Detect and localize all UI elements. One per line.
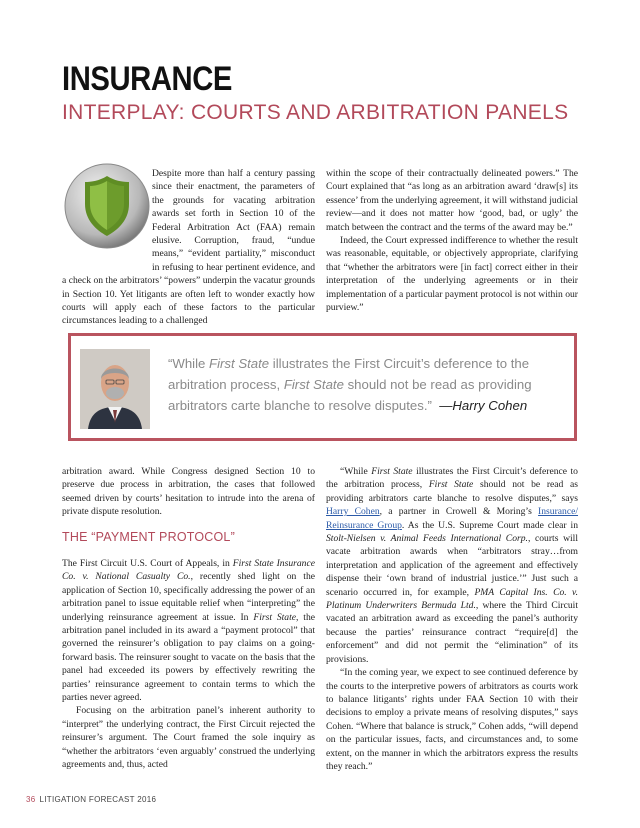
cohen-quote-paragraph: “While First State illustrates the First Circuit’s deference to the arbitration process, First State should not be read as providing arbitrators carte blanche to resolve disputes,” says Harry Cohen, a partner in Crowell & Moring’s Insurance/ Reinsurance Group. As the U.S. Supreme Court made clear in Stolt-Nielsen v. Animal Feeds International Corp., courts will vacate arbitration awards when “arbitrators stray…from interpretation and application of the agreement and effectively dispense their ‘own brand of industrial justice.’” Just such a scenario occurred in, for example, PMA Capital Ins. Co. v. Platinum Underwriters Bermuda Ltd., where the Third Circuit vacated an arbitration award as exceeding the panel’s authority because the parties’ reinsurance contract “require[d] the enforcement” and did not permit the “elimination” of its provisions. — [326, 466, 579, 665]
page-footer — [26, 795, 156, 804]
subhead-payment-protocol: THE “PAYMENT PROTOCOL” — [62, 530, 235, 544]
first-circuit-paragraph: The First Circuit U.S. Court of Appeals, in First State Insurance Co. v. National Casualty Co., recently shed light on the application of Section 10, specifically addressing the power of an arbitration panel to issue equitable relief when “interpreting” the underlying reinsurance agreement at issue. In First State, the arbitration panel included in its award a “payment protocol” that governed the reinsurer’s obligation to pay claims on a going-forward basis. The reinsurer sought to vacate on the basis that the panel had exceeded its powers by effectively rewriting the parties’ reinsurance agreement to contain terms to which the parties never agreed. — [62, 558, 316, 704]
section-label: INSURANCE — [62, 60, 232, 98]
author-portrait — [80, 349, 150, 429]
congress-paragraph: arbitration award. While Congress designed Section 10 to preserve due process in arbitration, the cases that followed seemed driven by courts’ hesitation to intrude into the arena of private dispute resolution. — [62, 466, 315, 518]
pull-quote-text: “While First State illustrates the First Circuit’s deference to the arbitration process, First State should not be read as providing arbitrators carte blanche to resolve disputes.” —Harry Cohen — [168, 356, 532, 413]
bottom-right-column — [326, 465, 578, 773]
bottom-left-column — [62, 465, 315, 519]
top-right-column — [326, 167, 578, 314]
focusing-paragraph: Focusing on the arbitration panel’s inherent authority to “interpret” the underlying contract, the First Circuit rejected the reinsurer’s argument. The Court framed the sole inquiry as “whether the arbitrators ‘even arguably’ construed the underlying agreements and, thus, acted — [62, 705, 315, 771]
page-title: INTERPLAY: COURTS AND ARBITRATION PANELS — [62, 101, 569, 124]
insurance-reinsurance-group-link[interactable]: Insurance/ Reinsurance Group — [326, 506, 579, 531]
indifference-paragraph: Indeed, the Court expressed indifference to whether the result was reasonable, equitable, or objectively appropriate, clarifying that “whether the arbitrators were [in fact] correct either in their interpretation of the underlying agreements or in their implementation of a particular payment protocol is not within our purview.” — [326, 235, 578, 314]
pull-quote-author: —Harry Cohen — [439, 398, 528, 413]
page-number: 36 — [26, 795, 36, 804]
publication-name: LITIGATION FORECAST 2016 — [39, 795, 157, 804]
coming-year-paragraph: “In the coming year, we expect to see continued deference by the courts to the interpretive powers of arbitrators as courts work to balance litigants’ rights under FAA Section 10 with their decisions to employ a private means of resolving disputes,” says Cohen. “Where that balance is struck,” Cohen adds, “will depend on the particular issues, facts, and circumstances and, to some extent, on the manner in which the arbitrators express the results they reach.” — [326, 667, 578, 772]
bottom-left-column-lower — [62, 557, 315, 772]
harry-cohen-link[interactable]: Harry Cohen — [326, 506, 380, 518]
intro-paragraph: Despite more than half a century passing since their enactment, the parameters of the grounds for vacating arbitration awards set forth in Section 10 of the Federal Arbitration Act (FAA) remain elusive. Corruption, fraud, “undue means,” “evident partiality,” misconduct in refusing to hear pertinent evidence, and a check on the arbitrators’ “powers” underpin the vacatur grounds in Section 10. Yet litigants are often left to wonder exactly how courts will apply each of these factors to the particular circumstances leading to a challenged — [62, 168, 315, 327]
court-explanation-paragraph: within the scope of their contractually delineated powers.” The Court explained that “as long as an arbitration award ‘draw[s] its essence’ from the underlying agreement, it will withstand judicial review—and it does not matter how ‘good, bad, or ugly’ the match between the contract and the terms of the award may be.” — [326, 168, 578, 233]
